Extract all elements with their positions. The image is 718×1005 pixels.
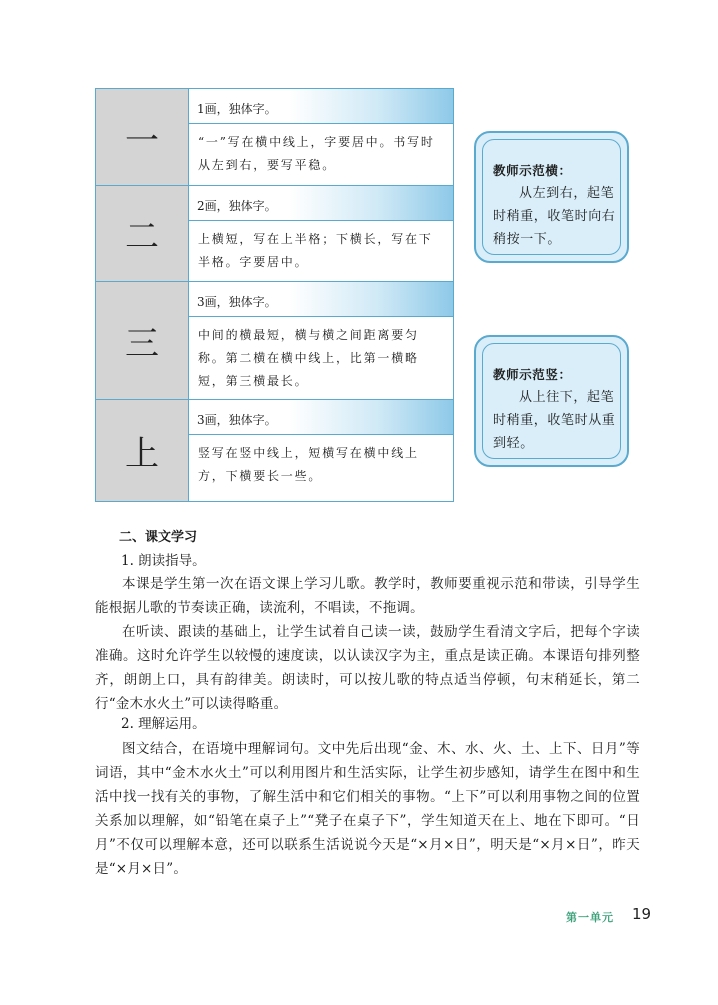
paragraph: 在听读、跟读的基础上，让学生试着自己读一读，鼓励学生看清文字后，把每个字读准确。这时允许学生以较慢的速度读，以认读汉字为主，重点是读正确。本课语句排列整齐，朗朗上口，具有韵律美。朗读时，可以按儿歌的特点适当停顿，句末稍延长，第二行“金木水火土”可以读得略重。 xyxy=(95,624,640,712)
character-cell: 三 xyxy=(96,282,189,399)
info-cell xyxy=(189,186,453,281)
subheading-reading-guide: 1. 朗读指导。 xyxy=(121,553,206,569)
paragraph: 图文结合，在语境中理解词句。文中先后出现“金、木、水、火、土、上下、日月”等词语，其中“金木水火土”可以利用图片和生活实际，让学生初步感知，请学生在图中和生活中找一找有关的事物，了解生活中和它们相关的事物。“上下”可以利用事物之间的位置关系加以理解，如“铅笔在桌子上”“凳子在桌子下”，学生知道天在上、地在下即可。“日月”不仅可以理解本意，还可以联系生活说说今天是“×月×日”，明天是“×月×日”，昨天是“×月×日”。 xyxy=(95,741,640,877)
writing-description: 上横短，写在上半格；下横长，写在下半格。字要居中。 xyxy=(198,232,433,269)
character-cell: 二 xyxy=(96,186,189,281)
character-cell: 上 xyxy=(96,400,189,501)
table-row xyxy=(96,186,453,282)
subheading-comprehension: 2. 理解运用。 xyxy=(121,716,206,732)
info-cell xyxy=(189,89,453,185)
note-body: 从左到右，起笔时稍重，收笔时向右稍按一下。 xyxy=(493,186,616,247)
info-cell xyxy=(189,282,453,399)
unit-label: 第一单元 xyxy=(566,911,614,924)
table-row xyxy=(96,282,453,400)
teacher-note-horizontal xyxy=(474,131,629,263)
stroke-count: 3画，独体字。 xyxy=(189,400,453,435)
stroke-count: 3画，独体字。 xyxy=(189,282,453,317)
section-heading: 二、课文学习 xyxy=(119,530,198,545)
note-title: 教师示范横： xyxy=(493,163,572,178)
character-table xyxy=(95,88,454,502)
writing-description: 中间的横最短，横与横之间距离要匀称。第二横在横中线上，比第一横略短，第三横最长。 xyxy=(198,328,419,388)
page-number: 19 xyxy=(632,905,652,923)
writing-description: “一”写在横中线上，字要居中。书写时从左到右，要写平稳。 xyxy=(198,135,435,172)
table-row xyxy=(96,400,453,501)
note-title: 教师示范竖： xyxy=(493,367,572,382)
note-body: 从上往下，起笔时稍重，收笔时从重到轻。 xyxy=(493,390,616,451)
teacher-note-vertical xyxy=(474,335,629,467)
stroke-count: 2画，独体字。 xyxy=(189,186,453,221)
table-row xyxy=(96,89,453,186)
character-cell: 一 xyxy=(96,89,189,185)
writing-description: 竖写在竖中线上，短横写在横中线上方，下横要长一些。 xyxy=(198,446,419,483)
stroke-count: 1画，独体字。 xyxy=(189,89,453,124)
paragraph: 本课是学生第一次在语文课上学习儿歌。教学时，教师要重视示范和带读，引导学生能根据儿歌的节奏读正确，读流利，不唱读，不拖调。 xyxy=(95,576,640,616)
info-cell xyxy=(189,400,453,501)
